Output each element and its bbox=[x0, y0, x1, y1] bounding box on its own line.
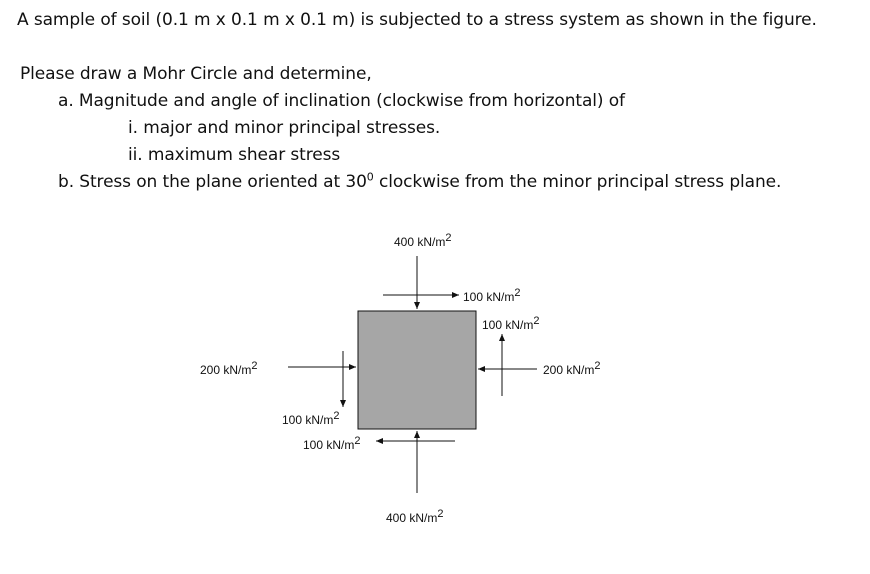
problem-intro: A sample of soil (0.1 m x 0.1 m x 0.1 m) is subjected to a stress system as shown in the figure. bbox=[17, 10, 817, 30]
problem-part-a-i: i. major and minor principal stresses. bbox=[128, 118, 441, 138]
right-shear-label: 100 $kN/m^2$ bbox=[482, 315, 540, 332]
left-normal-label: 200 $kN/m^2$ bbox=[200, 360, 258, 377]
left-shear-label: 100 $kN/m^2$ bbox=[282, 410, 340, 427]
degree-superscript: 0 bbox=[366, 170, 374, 184]
bottom-shear-label: 100 $kN/m^2$ bbox=[303, 435, 361, 452]
right-normal-label: 200 $kN/m^2$ bbox=[543, 360, 601, 377]
problem-part-a-ii: ii. maximum shear stress bbox=[128, 145, 341, 165]
part-b-text-end: clockwise from the minor principal stress plane. bbox=[373, 172, 782, 192]
problem-instruction: Please draw a Mohr Circle and determine, bbox=[20, 64, 372, 84]
bottom-normal-label: 400 $kN/m^2$ bbox=[386, 508, 444, 525]
part-b-text: b. Stress on the plane oriented at 30 bbox=[58, 172, 367, 192]
soil-element bbox=[358, 311, 476, 429]
problem-part-a: a. Magnitude and angle of inclination (clockwise from horizontal) of bbox=[58, 91, 625, 111]
top-shear-label: 100 $kN/m^2$ bbox=[463, 287, 521, 304]
top-normal-label: 400 $kN/m^2$ bbox=[394, 232, 452, 249]
